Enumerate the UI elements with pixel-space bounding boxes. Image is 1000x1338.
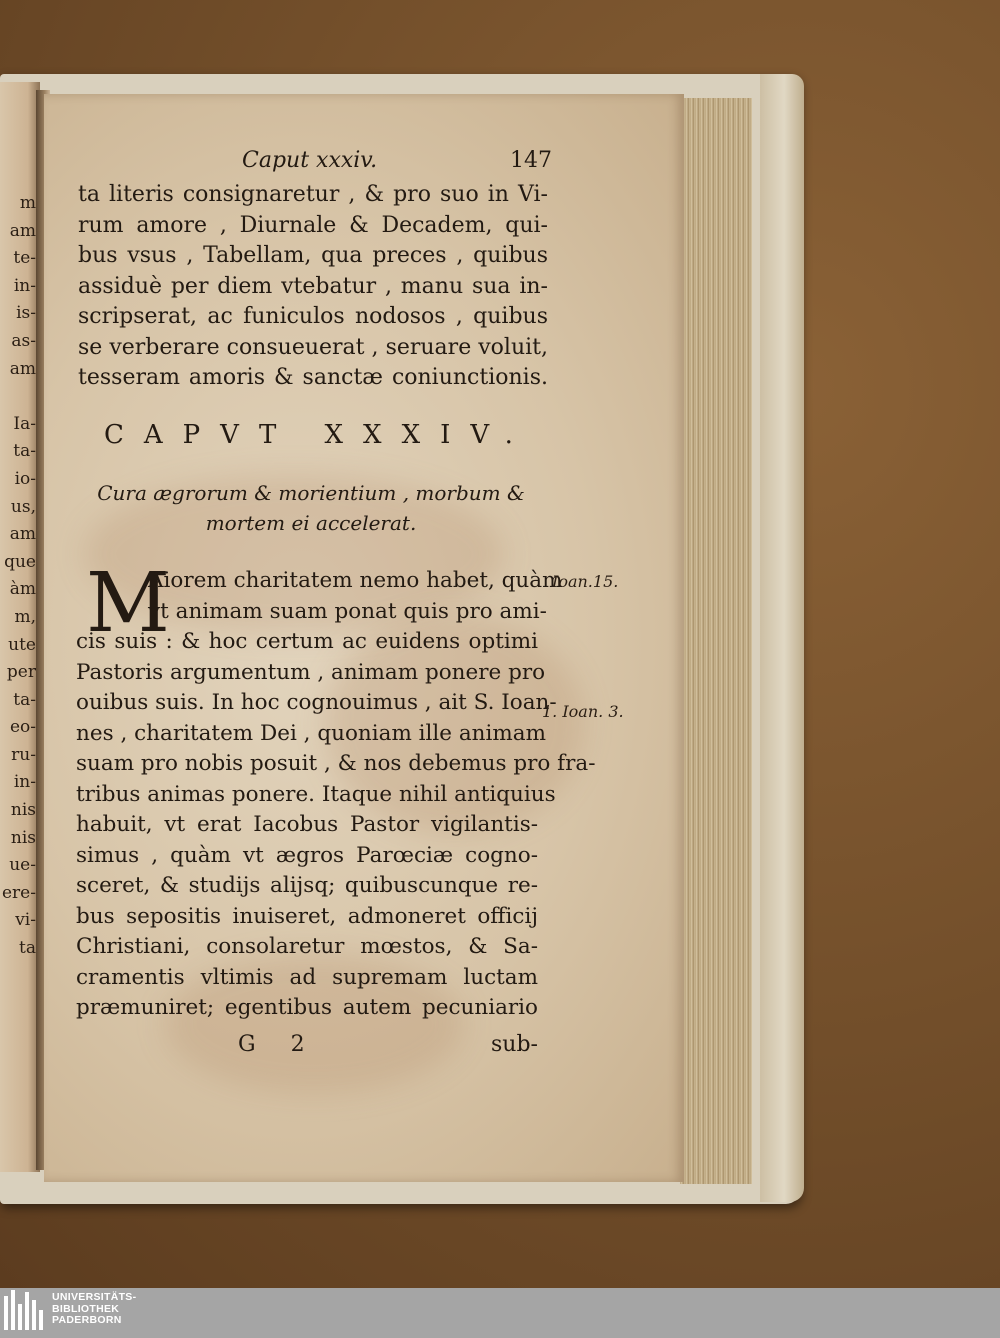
margin-note-2: 1. Ioan. 3.	[542, 702, 624, 721]
left-page-fragment: in-	[13, 772, 36, 793]
library-name	[52, 1292, 136, 1327]
left-page-fragment: que	[4, 551, 36, 572]
left-page-text	[0, 190, 36, 963]
running-header	[242, 148, 552, 180]
chapter-subtitle	[76, 478, 546, 538]
text-line: Aiorem charitatem nemo habet, quàm	[148, 568, 563, 593]
left-page-fragment: am	[9, 358, 36, 379]
left-page-fragment: ru-	[11, 744, 36, 765]
left-page-fragment: as-	[11, 330, 36, 351]
body-text-top	[78, 180, 548, 394]
left-page-fragment: m	[19, 193, 36, 213]
text-line: habuit, vt erat Iacobus Pastor vigilantis-	[76, 812, 538, 837]
left-page-fragment: ta-	[13, 689, 36, 710]
left-page-fragment: nis	[10, 827, 36, 848]
library-footer-bar	[0, 1288, 1000, 1338]
library-name-line: BIBLIOTHEK	[52, 1302, 120, 1315]
left-page-fragment: ue-	[9, 855, 36, 876]
text-line: cis suis : & hoc certum ac euidens optimi	[76, 629, 538, 654]
margin-note-1: Ioan.15.	[552, 572, 619, 591]
left-page-fragment: ta-	[13, 441, 36, 462]
drop-cap: M	[86, 556, 170, 651]
signature-mark: G 2	[238, 1032, 319, 1057]
text-line: sceret, & studijs alijsq; quibuscunque re-	[76, 873, 538, 898]
left-page-fragment: io-	[14, 468, 36, 489]
left-page-fragment: m,	[14, 606, 36, 627]
chapter-heading: CAPVT XXXIV.	[104, 420, 533, 450]
text-line: scripserat, ac funiculos nodosos , quibus	[78, 304, 548, 329]
text-line: tesseram amoris & sanctæ coniunctionis.	[78, 365, 548, 390]
text-line: ta literis consignaretur , & pro suo in Vi-	[78, 182, 548, 207]
left-page-fragment: am	[9, 220, 36, 241]
text-line: præmuniret; egentibus autem pecuniario	[76, 995, 538, 1020]
left-page-fragment: am	[9, 524, 36, 545]
left-page-fragment: is-	[16, 303, 36, 324]
header-title: Caput xxxiv.	[242, 148, 378, 173]
left-page-fragment: àm	[9, 579, 36, 600]
library-name-line: UNIVERSITÄTS-	[52, 1291, 137, 1303]
text-line: tribus animas ponere. Itaque nihil antiquius	[76, 781, 556, 807]
text-line: cramentis vltimis ad supremam luctam	[76, 964, 538, 990]
left-page-fragment: eo-	[9, 717, 36, 738]
text-line: bus vsus , Tabellam, qua preces , quibus	[78, 243, 548, 268]
text-line: vt animam suam ponat quis pro ami-	[148, 598, 547, 624]
library-logo-icon	[0, 1290, 44, 1336]
text-line: Cura ægrorum & morientium , morbum &	[97, 481, 525, 505]
text-line: mortem ei accelerat.	[205, 511, 417, 535]
left-page-fragment: in-	[13, 275, 36, 296]
text-line: nes , charitatem Dei , quoniam ille animam	[76, 720, 546, 746]
page-number: 147	[510, 148, 552, 173]
left-page-fragment: ere-	[2, 882, 36, 903]
text-line: simus , quàm vt ægros Parœciæ cogno-	[76, 842, 538, 868]
text-line: se verberare consueuerat , seruare voluit,	[78, 334, 548, 360]
left-page-fragment: us,	[10, 496, 36, 517]
left-page-fragment: vi-	[15, 910, 36, 931]
left-page-fragment: per	[6, 662, 36, 683]
text-line: bus sepositis inuiseret, admoneret officij	[76, 903, 538, 929]
text-line: ouibus suis. In hoc cognouimus , ait S. Ioan-	[76, 690, 557, 715]
text-line: suam pro nobis posuit , & nos debemus pro fra-	[76, 751, 596, 776]
library-name-line: PADERBORN	[52, 1314, 122, 1326]
cover-edge	[760, 74, 804, 1202]
page-fore-edge	[680, 98, 752, 1184]
left-page-fragment: ta	[19, 938, 36, 959]
left-page-fragment: te-	[13, 248, 36, 269]
left-page-fragment: nis	[10, 800, 36, 821]
catchword: sub-	[491, 1032, 538, 1057]
left-page-fragment	[0, 383, 36, 411]
left-page-fragment: Ia-	[13, 413, 36, 434]
text-line: assiduè per diem vtebatur , manu sua in-	[78, 273, 548, 299]
text-line: Christiani, consolaretur mœstos, & Sa-	[76, 934, 538, 959]
text-line: rum amore , Diurnale & Decadem, qui-	[78, 212, 548, 238]
left-page-fragment: ute	[8, 634, 36, 655]
text-line: Pastoris argumentum , animam ponere pro	[76, 659, 546, 685]
